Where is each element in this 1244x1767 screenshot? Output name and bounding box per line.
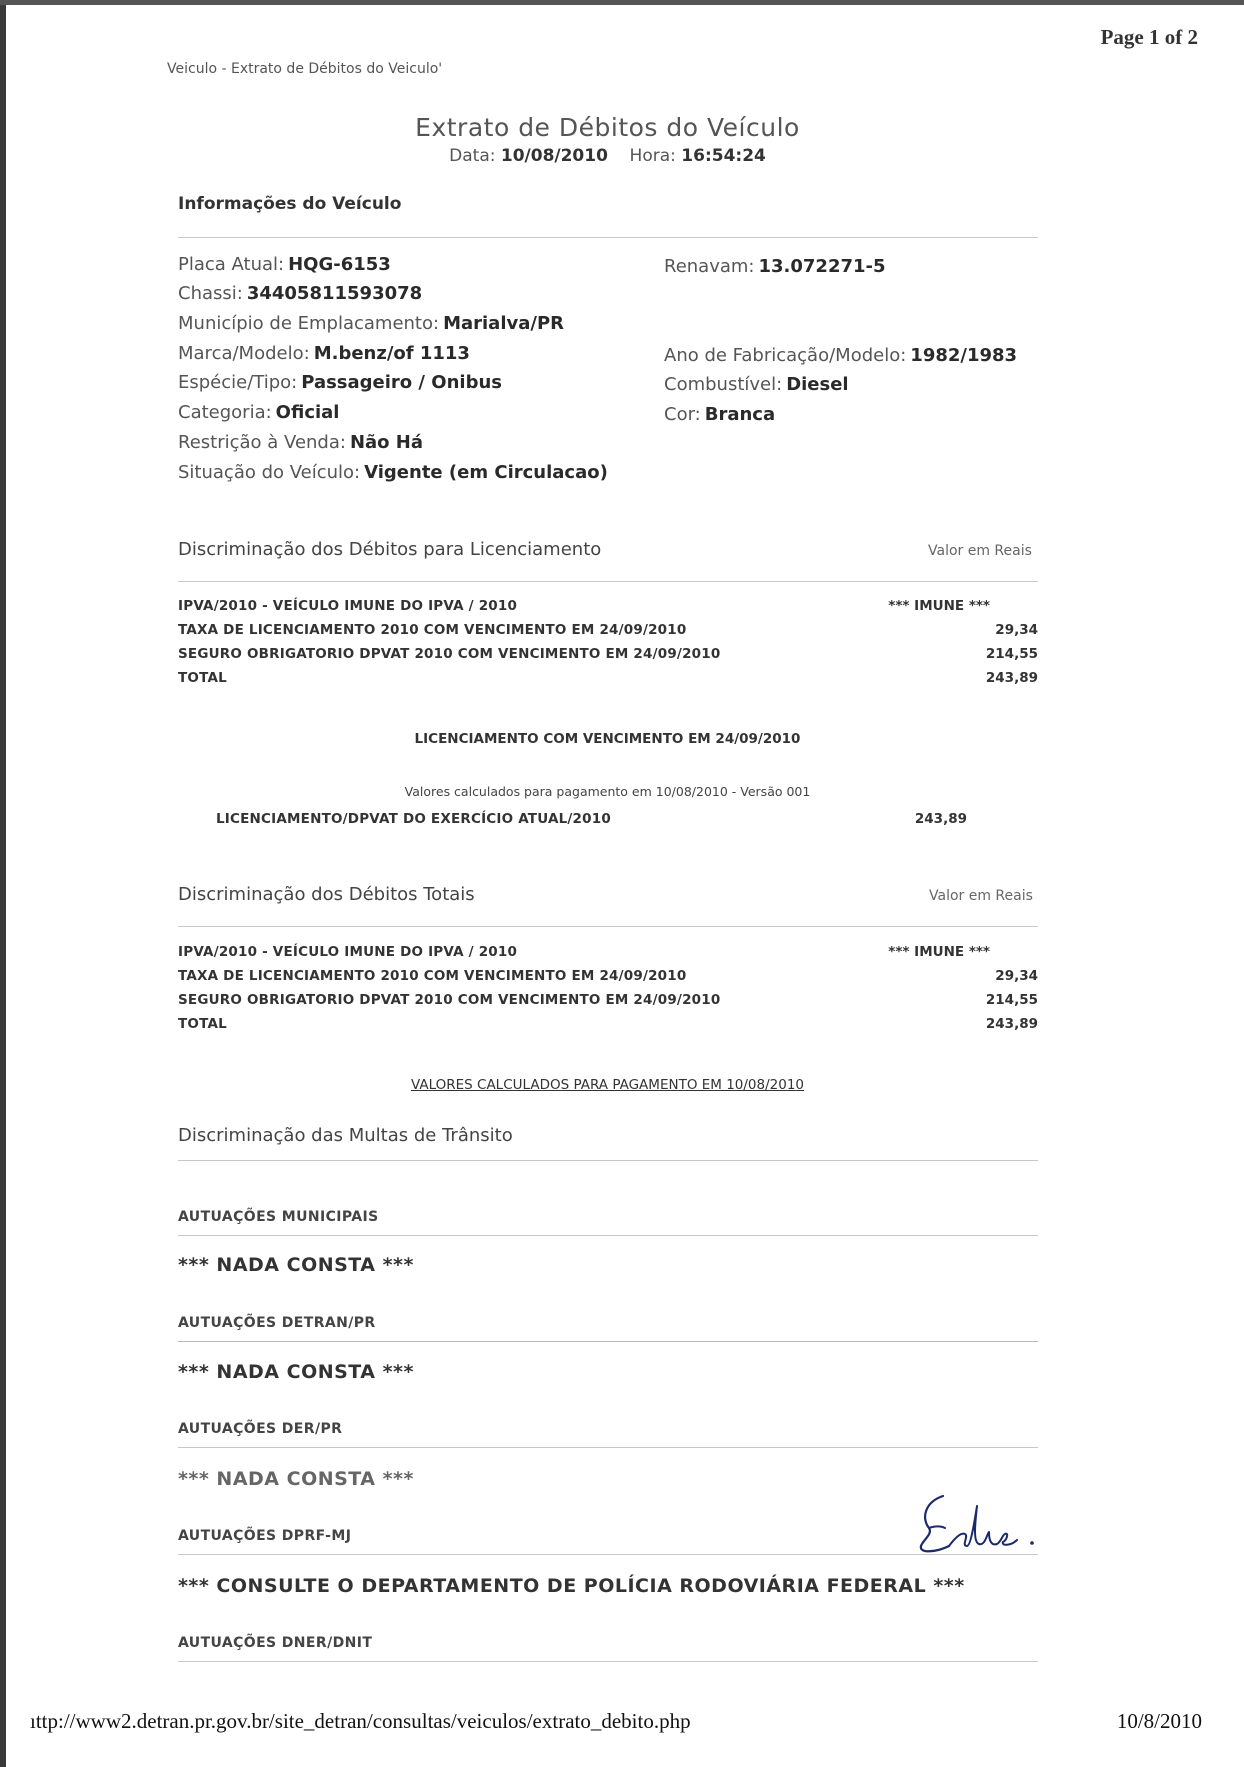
page-number: Page 1 of 2 xyxy=(1100,25,1198,49)
divider xyxy=(178,1661,1038,1662)
debito-row-value: *** IMUNE *** xyxy=(888,944,990,960)
autuacao-status: *** CONSULTE O DEPARTAMENTO DE POLÍCIA RODOVIÁRIA FEDERAL *** xyxy=(178,1575,965,1597)
divider xyxy=(178,1341,1038,1342)
document-datetime xyxy=(0,146,1215,166)
vehicle-field-chassi: Chassi: 34405811593078 xyxy=(178,283,423,304)
autuacao-group-title: AUTUAÇÕES MUNICIPAIS xyxy=(178,1209,379,1225)
exercise-value: 243,89 xyxy=(914,811,967,827)
debito-row-desc: SEGURO OBRIGATORIO DPVAT 2010 COM VENCIMENTO EM 24/09/2010 xyxy=(178,992,721,1008)
vehicle-field-placa: Placa Atual: HQG-6153 xyxy=(178,254,391,275)
debito-row-value: 214,55 xyxy=(985,992,1038,1008)
vehicle-field-marca-modelo: Marca/Modelo: M.benz/of 1113 xyxy=(178,343,470,364)
vehicle-field-municipio: Município de Emplacamento: Marialva/PR xyxy=(178,313,565,334)
vehicle-field-ano: Ano de Fabricação/Modelo: 1982/1983 xyxy=(664,345,1018,366)
debito-row-desc: SEGURO OBRIGATORIO DPVAT 2010 COM VENCIMENTO EM 24/09/2010 xyxy=(178,646,721,662)
vehicle-field-combustivel: Combustível: Diesel xyxy=(664,374,849,395)
debito-row-value: *** IMUNE *** xyxy=(888,598,990,614)
autuacao-status: *** NADA CONSTA *** xyxy=(178,1254,414,1276)
autuacao-group-title: AUTUAÇÕES DER/PR xyxy=(178,1421,343,1437)
scan-edge xyxy=(0,0,6,1767)
vehicle-field-categoria: Categoria: Oficial xyxy=(178,402,340,423)
totais-calc-line: VALORES CALCULADOS PARA PAGAMENTO EM 10/08/2010 xyxy=(410,1077,805,1093)
debito-row-desc: IPVA/2010 - VEÍCULO IMUNE DO IPVA / 2010 xyxy=(178,598,518,614)
debito-row-total-value: 243,89 xyxy=(985,1016,1038,1032)
exercise-label: LICENCIAMENTO/DPVAT DO EXERCÍCIO ATUAL/2010 xyxy=(216,811,611,827)
divider xyxy=(178,581,1038,582)
divider xyxy=(178,1235,1038,1236)
licenciamento-due-line: LICENCIAMENTO COM VENCIMENTO EM 24/09/2010 xyxy=(414,731,801,747)
footer-date: 10/8/2010 xyxy=(1116,1709,1202,1733)
data-label: Data: xyxy=(449,146,496,166)
multas-section-title: Discriminação das Multas de Trânsito xyxy=(178,1125,513,1146)
debito-row-value: 214,55 xyxy=(985,646,1038,662)
document-title: Extrato de Débitos do Veículo xyxy=(415,113,800,142)
vehicle-field-cor: Cor: Branca xyxy=(664,404,776,425)
autuacao-status: *** NADA CONSTA *** xyxy=(178,1361,414,1383)
debito-row-total-label: TOTAL xyxy=(178,1016,227,1032)
divider xyxy=(178,1554,1038,1555)
currency-note: Valor em Reais xyxy=(928,543,1032,559)
scan-edge-top xyxy=(0,0,1244,5)
debito-row-desc: TAXA DE LICENCIAMENTO 2010 COM VENCIMENTO EM 24/09/2010 xyxy=(178,968,687,984)
totais-section-title: Discriminação dos Débitos Totais xyxy=(178,884,475,905)
debito-row-total-value: 243,89 xyxy=(985,670,1038,686)
vehicle-field-renavam: Renavam: 13.072271-5 xyxy=(664,256,886,277)
debito-row-desc: IPVA/2010 - VEÍCULO IMUNE DO IPVA / 2010 xyxy=(178,944,518,960)
vehicle-field-situacao: Situação do Veículo: Vigente (em Circulacao) xyxy=(178,462,608,483)
currency-note: Valor em Reais xyxy=(929,888,1033,904)
licenciamento-section-title: Discriminação dos Débitos para Licenciamento xyxy=(178,539,602,560)
hora-label: Hora: xyxy=(629,146,676,166)
hora-value: 16:54:24 xyxy=(681,146,766,166)
divider xyxy=(178,1160,1038,1161)
autuacao-group-title: AUTUAÇÕES DNER/DNIT xyxy=(178,1635,373,1651)
autuacao-group-title: AUTUAÇÕES DETRAN/PR xyxy=(178,1315,376,1331)
divider xyxy=(178,237,1038,238)
vehicle-section-title: Informações do Veículo xyxy=(178,194,402,214)
debito-row-total-label: TOTAL xyxy=(178,670,227,686)
vehicle-field-especie-tipo: Espécie/Tipo: Passageiro / Onibus xyxy=(178,372,502,393)
footer-url: ıttp://www2.detran.pr.gov.br/site_detran/consultas/veiculos/extrato_debito.php xyxy=(30,1709,691,1733)
vehicle-field-restricao: Restrição à Venda: Não Há xyxy=(178,432,424,453)
handwritten-signature xyxy=(915,1488,1045,1558)
autuacao-group-title: AUTUAÇÕES DPRF-MJ xyxy=(178,1528,352,1544)
debito-row-desc: TAXA DE LICENCIAMENTO 2010 COM VENCIMENTO EM 24/09/2010 xyxy=(178,622,687,638)
debito-row-value: 29,34 xyxy=(995,968,1038,984)
autuacao-status: *** NADA CONSTA *** xyxy=(178,1468,414,1490)
divider xyxy=(178,1447,1038,1448)
browser-tab-title: Veiculo - Extrato de Débitos do Veiculo' xyxy=(167,61,443,77)
data-value: 10/08/2010 xyxy=(500,146,608,166)
debito-row-value: 29,34 xyxy=(995,622,1038,638)
calc-note: Valores calculados para pagamento em 10/08/2010 - Versão 001 xyxy=(404,784,811,799)
divider xyxy=(178,926,1038,927)
